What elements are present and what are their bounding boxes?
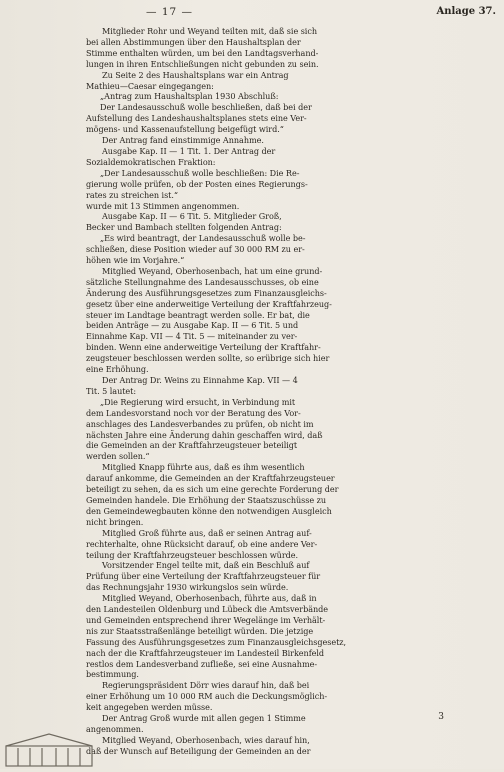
text-line: darauf ankomme, die Gemeinden an der Kraftfahrzeugsteuer	[86, 473, 335, 484]
text-line: gierung wolle prüfen, ob der Posten eines Regierungs-	[86, 178, 308, 189]
page-header	[0, 6, 504, 20]
text-line: wurde mit 13 Stimmen angenommen.	[86, 200, 240, 211]
text-line: mögens- und Kassenaufstellung beigefügt wird.“	[86, 124, 284, 135]
text-line: Änderung des Ausführungsgesetzes zum Finanzausgleichs-	[86, 287, 327, 298]
text-line: Mitglied Knapp führte aus, daß es ihm wesentlich	[102, 462, 305, 473]
text-line: Mitglieder Rohr und Weyand teilten mit, daß sie sich	[102, 26, 317, 36]
text-line: Sozialdemokratischen Fraktion:	[86, 156, 216, 167]
text-line: sätzliche Stellungnahme des Landesausschusses, ob eine	[86, 276, 319, 287]
text-line: einer Erhöhung um 10 000 RM auch die Deckungsmöglich-	[86, 691, 328, 702]
text-line: bestimmung.	[86, 669, 139, 680]
text-line: nis zur Staatsstraßenlänge beteiligt würden. Die jetzige	[86, 625, 314, 636]
text-line: Mitglied Weyand, Oberhosenbach, hat um eine grund-	[102, 265, 323, 276]
text-line: zeugsteuer beschlossen werden sollte, so erübrige sich hier	[86, 353, 330, 364]
text-line: rates zu streichen ist.“	[86, 189, 178, 200]
text-line: Der Antrag Groß wurde mit allen gegen 1 Stimme	[102, 713, 306, 724]
text-line: Der Antrag Dr. Weins zu Einnahme Kap. VII — 4	[102, 375, 298, 385]
text-line: schließen, diese Position wieder auf 30 000 RM zu er-	[86, 244, 305, 255]
page-number-top: — 17 —	[146, 6, 194, 18]
text-line: Der Antrag fand einstimmige Annahme.	[102, 135, 264, 146]
text-line: Fassung des Ausführungsgesetzes zum Finanzausgleichsgesetz,	[86, 636, 347, 647]
text-line: nicht bringen.	[86, 516, 144, 527]
text-line: beteiligt zu sehen, da es sich um eine gerechte Forderung der	[86, 484, 339, 495]
text-line: Gemeinden handele. Die Erhöhung der Staatszuschüsse zu	[86, 494, 327, 505]
text-line: bei allen Abstimmungen über den Haushaltsplan der	[86, 36, 301, 47]
text-line: daß der Wunsch auf Beteiligung der Gemeinden an der	[86, 745, 311, 756]
text-line: Mitglied Weyand, Oberhosenbach, wies darauf hin,	[102, 734, 310, 745]
text-line: lungen in ihren Entschließungen nicht gebunden zu sein.	[86, 58, 319, 69]
text-line: Becker und Bambach stellten folgenden Antrag:	[86, 222, 282, 233]
text-line: Vorsitzender Engel teilte mit, daß ein Beschluß auf	[102, 560, 310, 571]
text-line: Zu Seite 2 des Haushaltsplans war ein Antrag	[102, 69, 289, 80]
text-line: Mitglied Groß führte aus, daß er seinen Antrag auf-	[102, 527, 312, 538]
text-line: und Gemeinden entsprechend ihrer Wegelänge im Verhält-	[86, 614, 326, 625]
text-line: Stimme enthalten würden, um bei den Landtagsverhand-	[86, 47, 319, 58]
text-line: steuer im Landtage beantragt werden solle. Er bat, die	[86, 309, 310, 320]
text-line: gesetz über eine anderweitige Verteilung der Kraftfahrzeug-	[86, 298, 332, 309]
text-line: anschlages des Landesverbandes zu prüfen, ob nicht im	[86, 418, 314, 429]
library-building-logo-icon	[4, 732, 94, 768]
text-line: Mathieu—Caesar eingegangen:	[86, 80, 214, 91]
text-line: eine Erhöhung.	[86, 364, 149, 375]
text-line: rechterhalte, ohne Rücksicht darauf, ob eine andere Ver-	[86, 538, 318, 549]
text-line: nach der die Kraftfahrzeugsteuer im Landesteil Birkenfeld	[86, 647, 325, 658]
text-line: Prüfung über eine Verteilung der Kraftfahrzeugsteuer für	[86, 571, 321, 582]
text-line: den Gemeindewegbauten könne den notwendigen Ausgleich	[86, 505, 332, 516]
text-line: Mitglied Weyand, Oberhosenbach, führte aus, daß in	[102, 593, 317, 604]
annex-label: Anlage 37.	[436, 6, 496, 17]
text-line: höhen wie im Vorjahre.“	[86, 255, 185, 266]
text-line: dem Landesvorstand noch vor der Beratung des Vor-	[86, 407, 301, 418]
text-line: Regierungspräsident Dörr wies darauf hin, daß bei	[102, 680, 310, 691]
text-line: keit angegeben werden müsse.	[86, 702, 213, 713]
text-line: nächsten Jahre eine Änderung dahin geschaffen wird, daß	[86, 429, 323, 440]
text-line: Der Landesausschuß wolle beschließen, daß bei der	[100, 102, 312, 113]
text-line: restlos dem Landesverband zufließe, sei eine Ausnahme-	[86, 658, 318, 669]
text-line: „Die Regierung wird ersucht, in Verbindung mit	[100, 396, 296, 407]
text-line: angenommen.	[86, 724, 144, 734]
text-line: das Rechnungsjahr 1930 wirkungslos sein würde.	[86, 582, 289, 593]
text-line: Tit. 5 lautet:	[86, 385, 137, 396]
text-line: Aufstellung des Landeshaushaltsplanes stets eine Ver-	[86, 113, 307, 124]
document-body	[86, 26, 418, 757]
text-line: Einnahme Kap. VII — 4 Tit. 5 — miteinander zu ver-	[86, 331, 298, 342]
text-line: „Es wird beantragt, der Landesausschuß wolle be-	[100, 233, 306, 244]
page-number-bottom: 3	[438, 712, 444, 722]
text-line: die Gemeinden an der Kraftfahrzeugsteuer beteiligt	[86, 440, 298, 451]
text-line: den Landesteilen Oldenburg und Lübeck die Amtsverbände	[86, 604, 329, 615]
text-line: Ausgabe Kap. II — 1 Tit. 1. Der Antrag der	[102, 145, 276, 156]
text-line: binden. Wenn eine anderweitige Verteilung der Kraftfahr-	[86, 342, 321, 353]
text-line: teilung der Kraftfahrzeugsteuer beschlossen würde.	[86, 549, 299, 560]
text-line: „Antrag zum Haushaltsplan 1930 Abschluß:	[100, 91, 279, 102]
text-line: werden sollen.“	[86, 451, 150, 462]
text-line: „Der Landesausschuß wolle beschließen: Die Re-	[100, 167, 300, 178]
text-line: beiden Anträge — zu Ausgabe Kap. II — 6 Tit. 5 und	[86, 320, 299, 331]
text-line: Ausgabe Kap. II — 6 Tit. 5. Mitglieder Groß,	[102, 211, 282, 222]
